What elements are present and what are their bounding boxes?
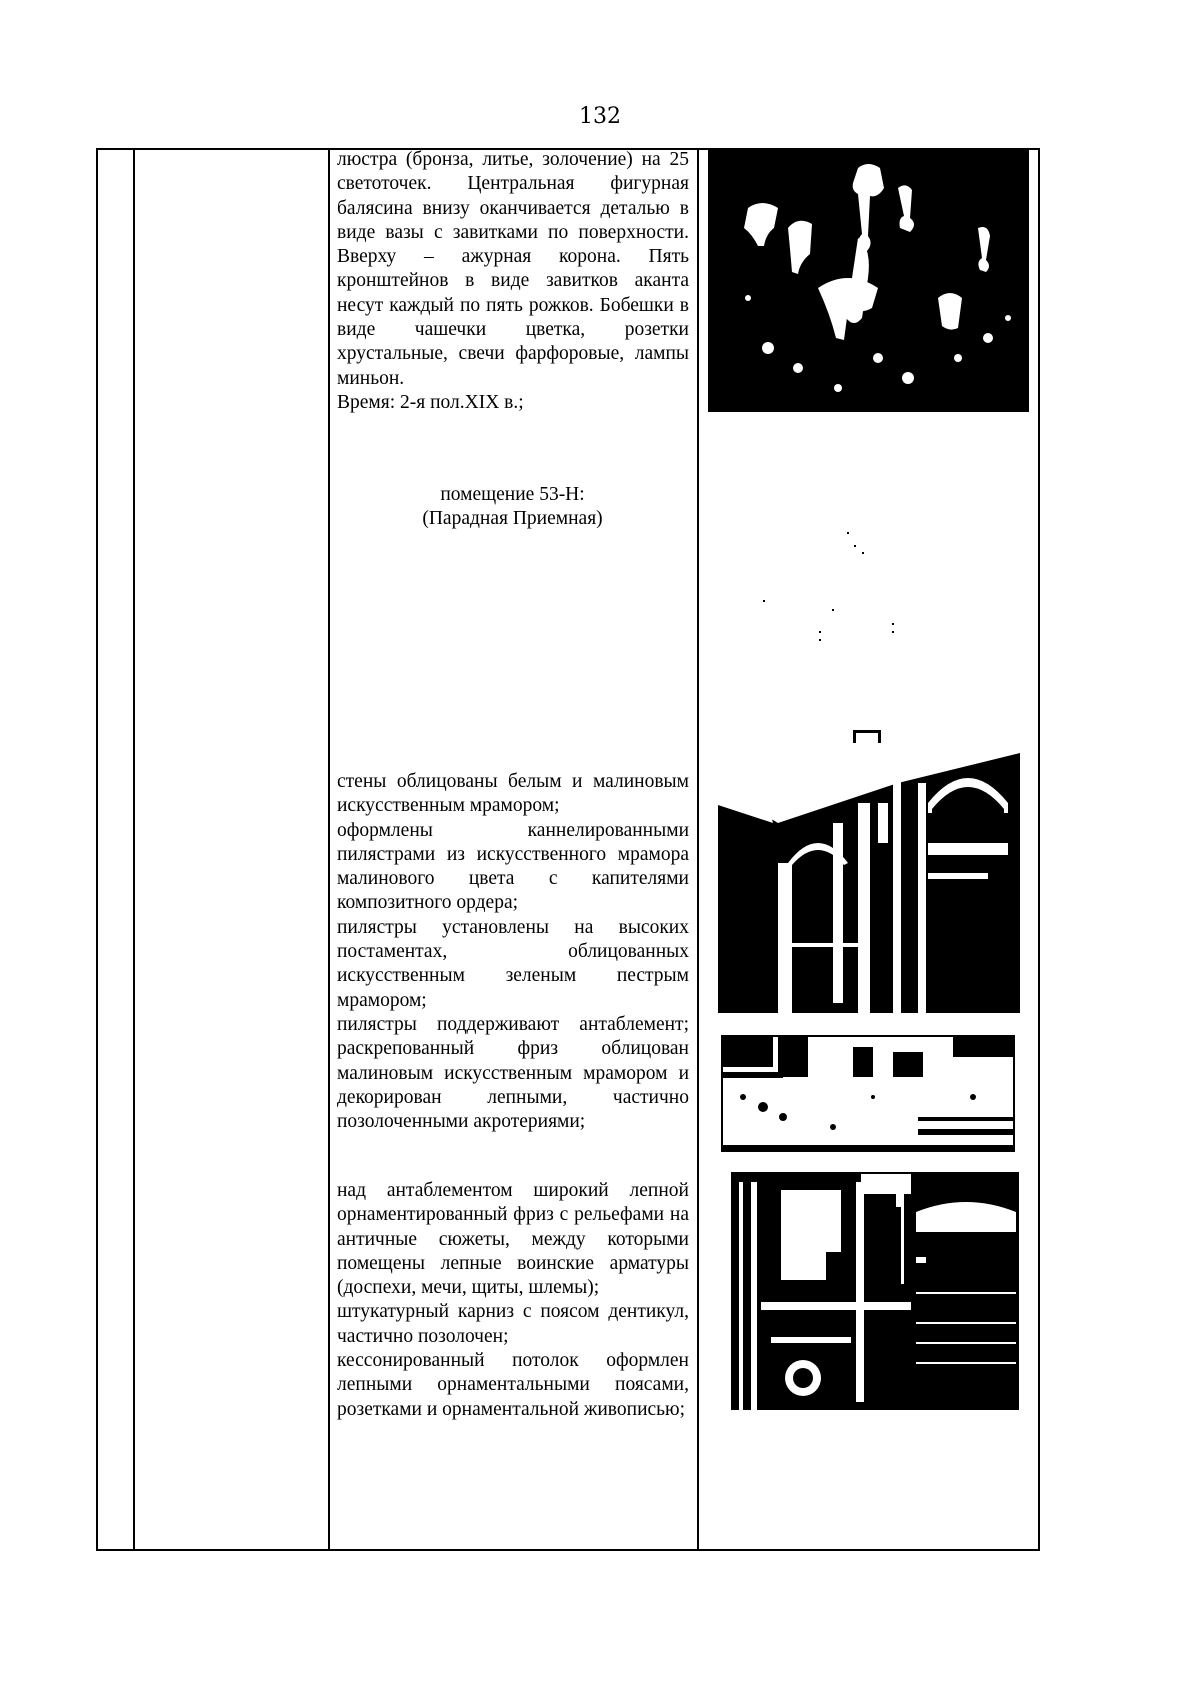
hall-interior-photo-icon	[718, 743, 1020, 1013]
ceiling-description	[337, 1179, 689, 1422]
pedestals-paragraph: пилястры установлены на высоких постаментах, облицованных искусственным зеленым пестрым мрамором;	[337, 916, 689, 1011]
coffered-ceiling-photo-icon	[731, 1172, 1019, 1410]
frieze-detail-photo-icon	[721, 1035, 1015, 1152]
walls-description	[337, 770, 689, 1134]
chandelier-photo-icon	[708, 148, 1029, 412]
pilasters-paragraph: оформлены каннелированными пилястрами из искусственного мрамора малинового цвета с капителями композитного ордера;	[337, 819, 689, 914]
column-divider	[133, 150, 135, 1549]
chandelier-description	[337, 148, 689, 415]
room-title: помещение 53-Н:	[440, 484, 585, 505]
room-subtitle: (Парадная Приемная)	[422, 508, 603, 529]
chandelier-text: люстра (бронза, литье, золочение) на 25 светоточек. Центральная фигурная балясина внизу оканчивается деталью в виде вазы с завитками по поверхности. Вверху – ажурная корона. Пять кронштейнов в виде завитков аканта несут каждый по пять рожков. Бобешки в виде чашечки цветка, розетки хрустальные, свечи фарфоровые, лампы миньон.	[337, 149, 689, 389]
room-heading	[330, 483, 695, 531]
walls-paragraph: стены облицованы белым и малиновым искусственным мрамором;	[337, 771, 689, 817]
entablature-paragraph: пилястры поддерживают антаблемент; раскрепованный фриз облицован малиновым искусственным мрамором и декорирован лепными, частично позолоченными акротериями;	[337, 1013, 689, 1133]
page-number: 132	[579, 104, 621, 129]
column-divider	[697, 150, 699, 1549]
cornice-paragraph: штукатурный карниз с поясом дентикул, частично позолочен;	[337, 1301, 689, 1347]
scan-specks	[760, 520, 910, 640]
ceiling-paragraph: кессонированный потолок оформлен лепными орнаментальными поясами, розетками и орнаментальной живописью;	[337, 1350, 689, 1420]
column-divider	[328, 150, 330, 1549]
date-text: Время: 2-я пол.XIX в.;	[337, 391, 524, 413]
frieze-paragraph: над антаблементом широкий лепной орнаментированный фриз с рельефами на античные сюжеты, между которыми помещены лепные воинские арматуры (доспехи, мечи, щиты, шлемы);	[337, 1180, 689, 1299]
